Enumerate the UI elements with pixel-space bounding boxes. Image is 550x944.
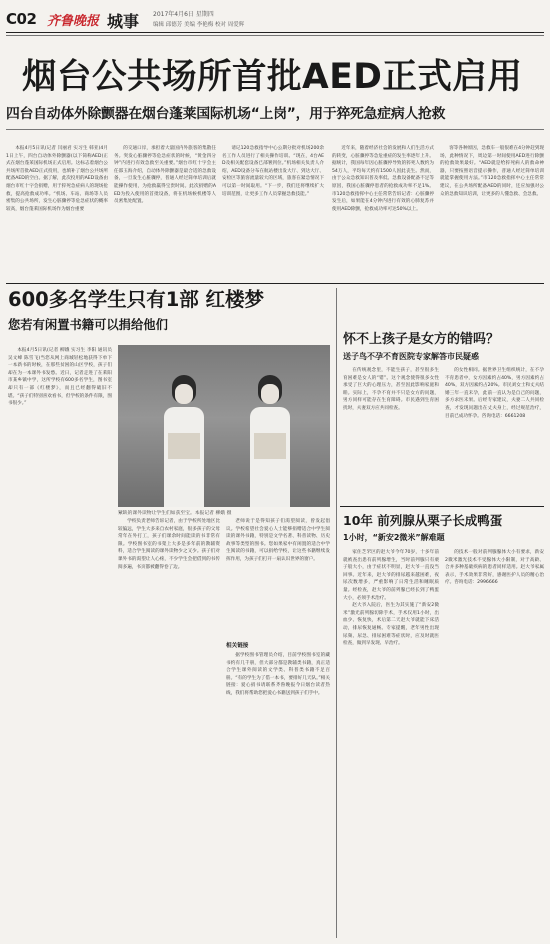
blackboard (118, 345, 330, 417)
page-number: C02 (6, 10, 37, 28)
article2-column-4: 据学校图书管理员介绍，目前学校图书室的藏书约有几千册，但大部分都是教辅类书籍，真正适合学生课外阅读的文学类、科普类书籍不足百册。“有的学生为了借一本书，要排好几天队。”相关链接：爱心捐书请联系齐鲁晚报今日烟台读者热线，我们将帮助您把爱心书籍送到孩子们手中。 (226, 653, 330, 696)
students-photo (118, 345, 330, 507)
article3-column-2: 的女性相同。据世界卫生组织统计，在不孕不育患者中，女方因素约占40%，男方因素约占40%，双方因素约占20%。市民刘女士和丈夫结婚三年一直未孕，此前一直认为是自己的问题，多方求医未果。后经专家建议，夫妻二人共同检查，才发现问题出在丈夫身上，经过规范治疗，目前已成功怀孕。咨询电话：6661208 (445, 368, 544, 419)
masthead-divider-thin (6, 35, 544, 36)
article2-column-1: 本报4月5日讯(记者 柳娥 实习生 李阳 通讯员 吴文峰 陈雪飞)当您从网上商城轻松地获得下单下一本新书的时候，在那些贫困的山区学校，孩子们却在为一本课外书发愁。近日，记者走进了在莱阳市某乡镇中学，这所学校有600多名学生，图书室却只有一部《红楼梦》，而且已经翻得破旧不堪。“孩子们特别喜欢看书，但学校的条件有限，图书很少。” (8, 348, 112, 407)
newspaper-logo: 齐鲁晚报 (47, 14, 100, 29)
article2-headline: 600多名学生只有1部 红楼梦 (8, 288, 265, 311)
lead-column-5: 客等各种原因，急救车一般很难在4分钟赶到现场，此种情况下，周边第一时间使用AED进行除颤的抢救效果最好。“AED就是给猝死病人的救命神器，只要按照语音提示操作，普通人经过简单培训就能掌握使用方法。”市120急救指挥中心主任常常建议，在公共场所配备AED的同时，还应加强对公众的急救知识培训，让更多的人懂急救、会急救。 (440, 146, 544, 197)
issue-date: 2017年4月6日 星期四 (153, 11, 214, 18)
article4-subheadline: 1小时，“新安2微米”解难题 (343, 533, 445, 542)
lead-column-1: 本报4月5日讯(记者 闫丽君 实习生 韩亚)4月1日上午，四台自动体外除颤器(以下简称AED)正式在烟台蓬莱国际机场正式启用。这标志着烟台公共场所首批AED正式投用，也填补了烟台公共场所配备AED的空白。据了解，此次投用的AED设备由烟台市红十字会捐赠，用于猝死急症病人的现场抢救，提高抢救成功率。“机场、车站、商场等人员密集的公共场所，发生心脏骤停等危急症状的概率较高，烟台蓬莱国际机场作为烟台重要 (6, 146, 108, 212)
editor-credits: 编辑 邱德芳 美编 李艳梅 校对 周爱辉 (153, 22, 245, 28)
article3-headline: 怀不上孩子是女方的错吗？ (343, 332, 500, 347)
lead-column-3: 请记120急救指导中心公期分批对机场200余名工作人员进行了相关操作培训。“现在，4台AED及相关配套设备已部署到位。”机场相关负责人介绍，AED设备分布在航站楼出发大厅、到达大厅、安检区等旅客流量较大的区域，旅客在紧急情况下可以第一时间取用。“下一步，我们还将继续扩大培训范围，让更多工作人员掌握急救技能。” (222, 146, 324, 197)
lead-column-2: 的交通口岸，承担着大量国内外旅客的集散任务。突发心脏骤停等危急症状的时候，“黄金四分钟”内进行有效急救至关重要。”烟台市红十字会主任邵玉海介绍，自动体外除颤器是最合适的急救设备，一旦发生心脏骤停，普通人经过简单培训后就能操作使用，为抢救赢得宝贵时间。此次捐赠的AED为投入使用的首批设备，将在机场候机楼等人员密集处配置。 (114, 146, 216, 205)
student-right (248, 375, 292, 507)
article2-subheadline: 您若有闲置书籍可以捐给他们 (8, 318, 168, 332)
related-link-label: 相关链接 (226, 643, 249, 649)
article3-subheadline: 送子鸟不孕不育医院专家解答市民疑惑 (343, 352, 479, 361)
photo-caption: 紧缺的课外读物让学生们如获至宝。本报记者 柳娥 摄 (118, 511, 232, 516)
vertical-divider (336, 288, 337, 938)
section-name: 城事 (107, 12, 140, 31)
article3-column-1: 在传统观念里，不能生孩子，甚至很多生育困难是女人的“错”。这个观念使得很多女性承受了巨大的心理压力，甚至因此影响家庭和睦。实际上，不孕不育并不只是女方的问题，男方同样可能存在生育障碍。市民遇到生育困扰时，夫妻双方应共同检查。 (343, 368, 439, 411)
article4-column-2: 的技术一般对前列腺腺体大小有要求，新安2微米激光技术不受腺体大小限制，对于高龄、合并多种基础疾病的患者同样适用。赵大爷家属表示，手术效果非常好，感谢医护人员的精心治疗。咨询电话：2996666 (445, 550, 544, 586)
masthead-divider (6, 32, 544, 33)
lead-column-4: 近年来，随着经济社会的发展和人们生活方式的转变，心脏骤停等急危重症的发生率逐年上升。据统计，我国每年因心脏骤停导致的猝死人数约为54万人，平均每天约有1500人因此丧生。然而，由于公众急救知识普及率低、急救设备配备不足等原因，我国心脏骤停患者的抢救成功率不足1%。市120急救指挥中心主任常常告诉记者：心脏骤停发生后，如果能在4分钟内进行有效的心肺复苏并使用AED除颤，抢救成功率可达50%以上。 (332, 146, 434, 212)
student-left (162, 375, 206, 507)
article2-column-3: 老师说于是得知孩子们渴望阅读，曾发起倡议。学校希望社会爱心人士能够捐赠适合中学生阅读的课外书籍，特别是文学名著、科普读物、历史故事等类型的图书。您如果家中有闲置的适合中学生阅读的书籍，可以捐给学校，让这些书籍继续发挥作用，为孩子们打开一扇认识世界的窗户。 (226, 519, 330, 562)
lead-bottom-rule (6, 283, 544, 284)
article3-bottom-rule (340, 506, 544, 507)
article4-headline: 10年 前列腺从栗子长成鸭蛋 (343, 513, 503, 528)
article4-column-1: 家住芝罘区的赵大爷今年70岁，十多年前就被查出患有前列腺增生，当时前列腺只有栗子般大小，由于症状不明显，赵大爷一直没当回事。近年来，赵大爷的排尿越来越困难，夜尿次数增多，严重影响了日常生活和睡眠质量。经检查，赵大爷的前列腺已经长到了鸭蛋大小，必须手术治疗。 赵大爷入院后，医生为其实施了“新安2微米”激光前列腺切除手术，手术仅用1小时，出血少、恢复快，术后第二天赵大爷就能下床活动，排尿恢复通畅。专家提醒，老年男性出现尿频、尿急、排尿困难等症状时，应及时就医检查，做到早发现、早治疗。 (343, 550, 439, 647)
lead-headline: 烟台公共场所首批AED正式启用 (22, 57, 523, 97)
article2-column-2: 学校负责老师告诉记者，由于学校所处地区比较偏远，学生大多来自农村家庭，很多孩子的父母常年在外打工，孩子们课余时间能读的书非常有限。学校图书室的书架上大多是多年前的教辅资料，适合学生阅读的课外读物少之又少。孩子们对课外书的渴望让人心疼，不少学生会把借到的书传阅多遍，书页都被翻得卷了边。 (118, 519, 220, 570)
lead-divider (6, 129, 544, 130)
lead-subheadline: 四台自动体外除颤器在烟台蓬莱国际机场“上岗”，用于猝死急症病人抢救 (6, 106, 446, 122)
